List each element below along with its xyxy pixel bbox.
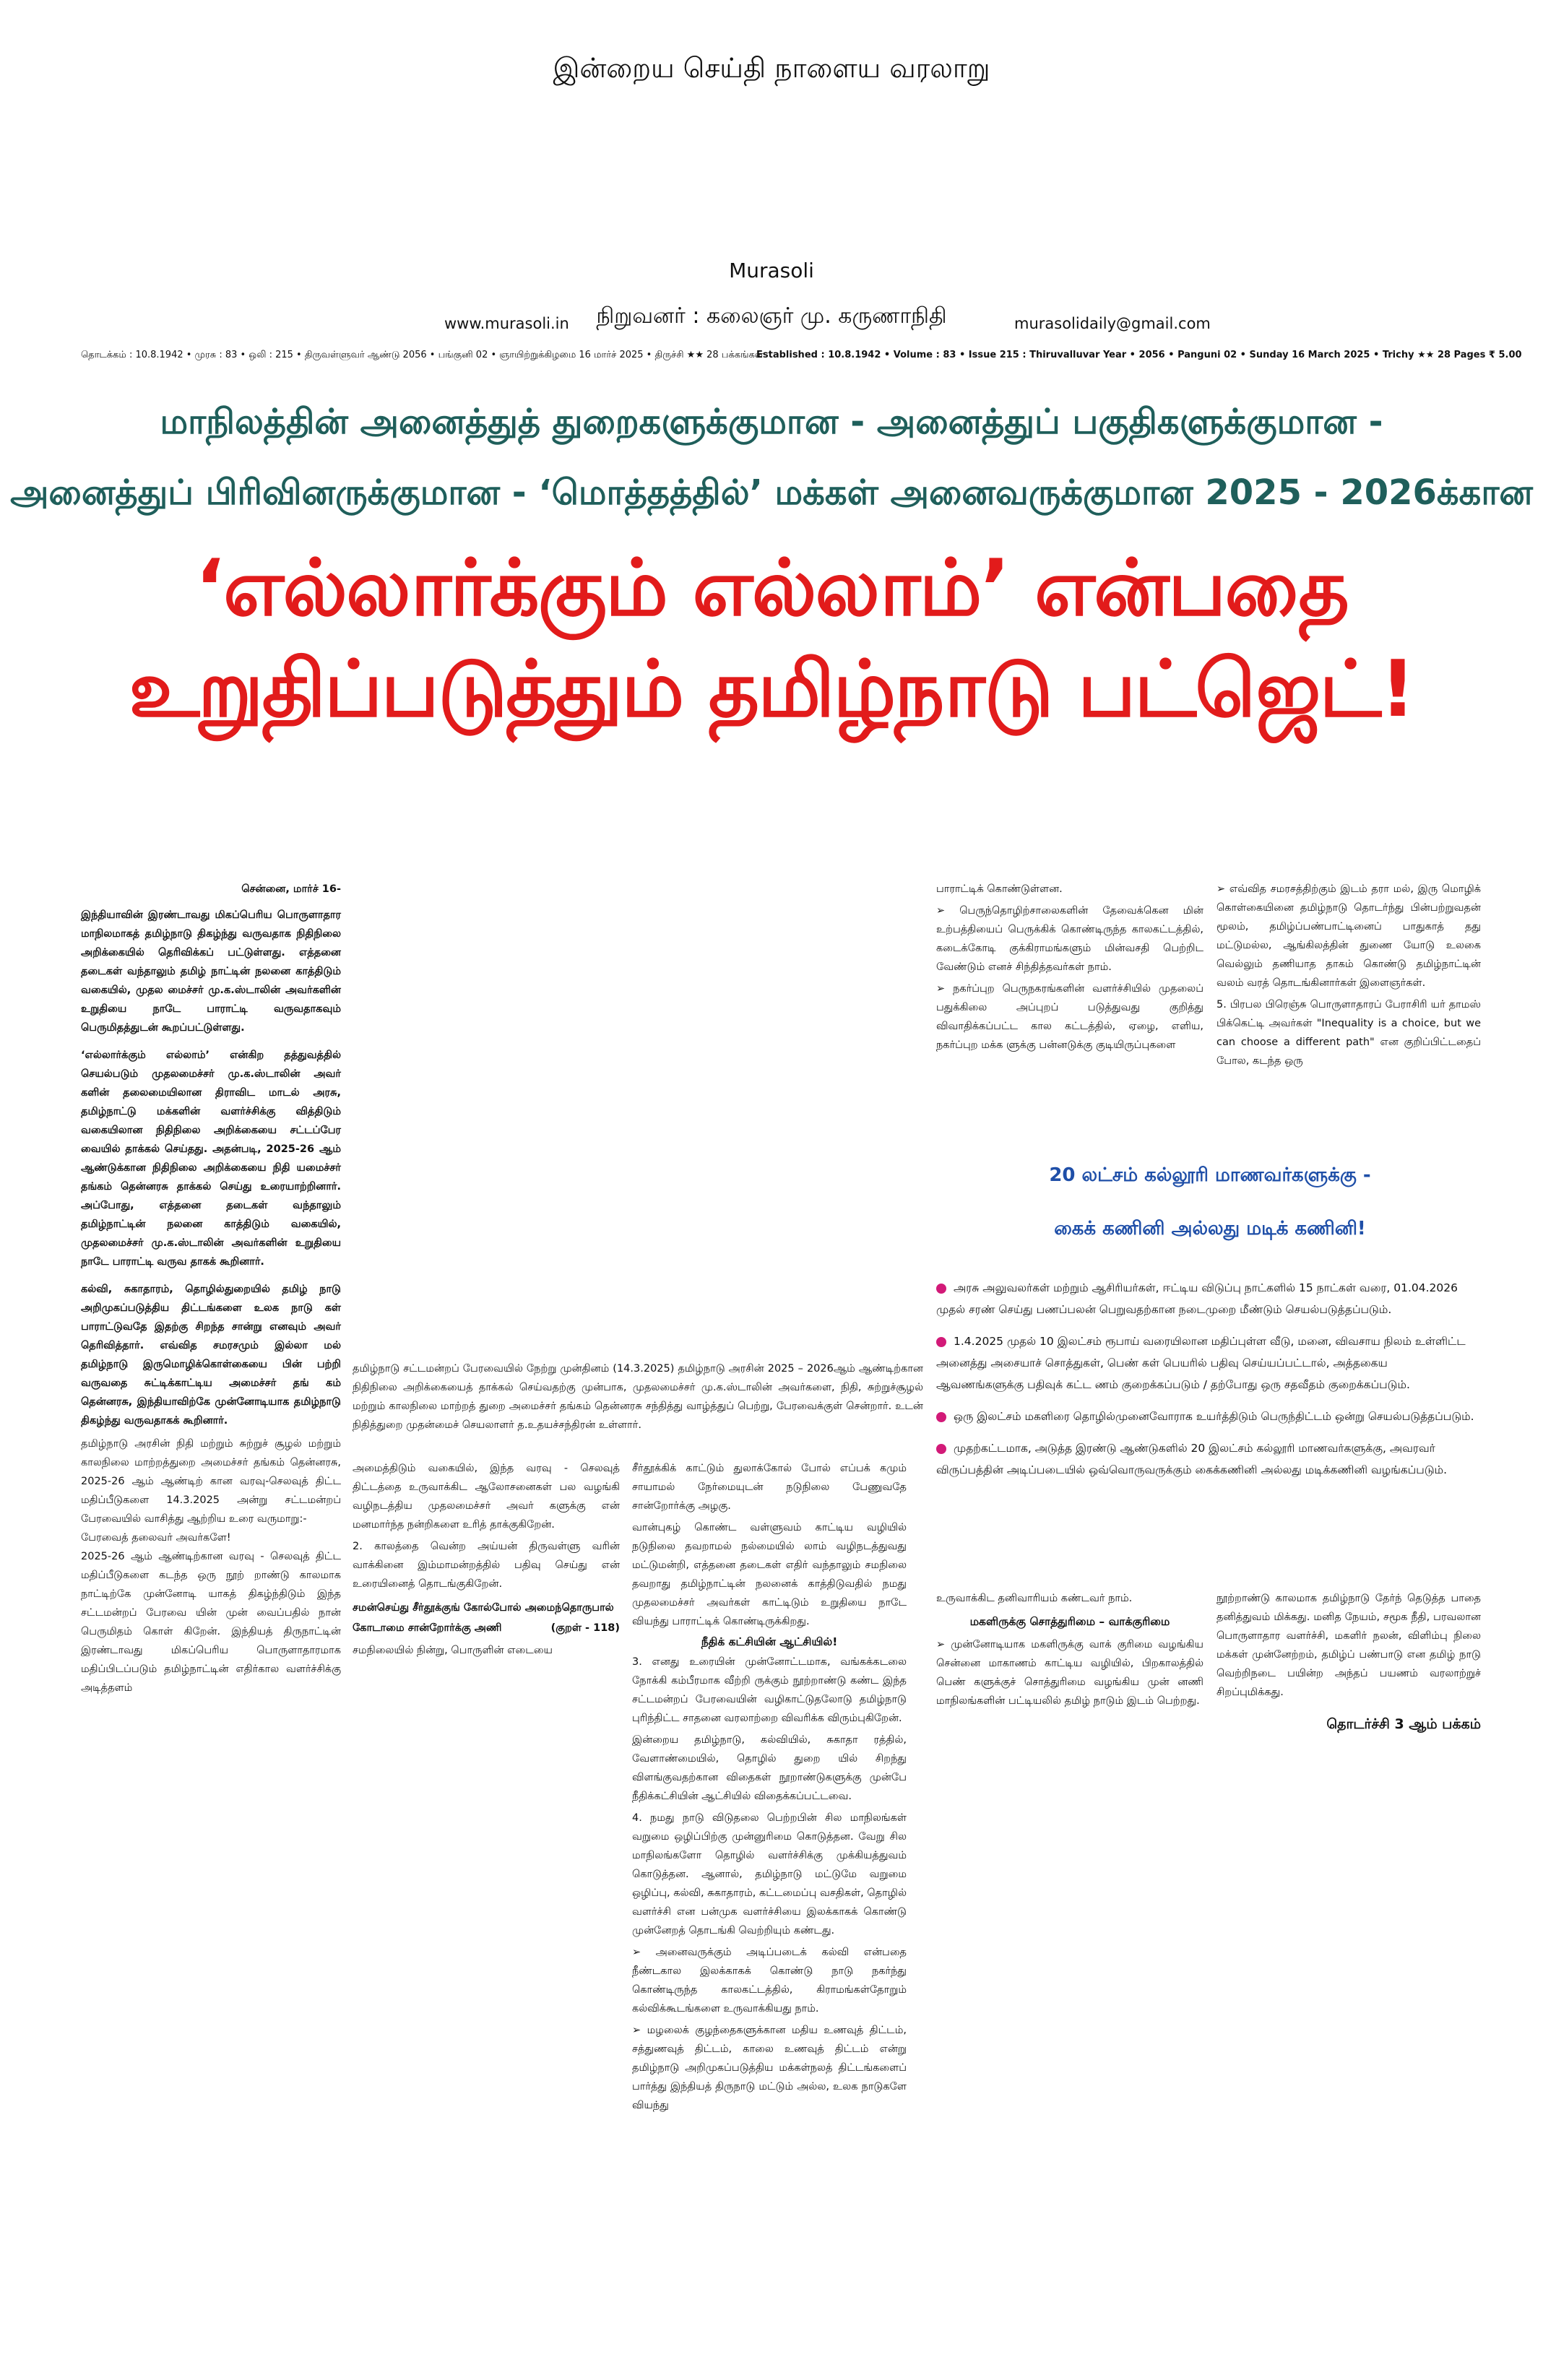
subhead-line-2: கைக் கணினி அல்லது மடிக் கணினி! (1054, 1218, 1366, 1239)
subhead-line-1: 20 லட்சம் கல்லூரி மாணவர்களுக்கு - (1049, 1164, 1371, 1186)
founder-line: நிறுவனர் : கலைஞர் மு. கருணாநிதி (596, 303, 947, 329)
highlight-item: ஒரு இலட்சம் மகளிரை தொழில்முனைவோராக உயர்த்திடும் பெருந்திட்டம் ஒன்று செயல்படுத்தப்படும். (936, 1406, 1478, 1427)
col4b-paragraph-2: ➢ முன்னோடியாக மகளிருக்கு வாக் குரிமை வழங்கிய சென்னை மாகாணம் காட்டிய வழியில், பிறகாலத்தில் பெண் களுக்குச் சொத்துரிமை வழங்கிய முன் னணி மாநிலங்களின் பட்டியலில் தமிழ் நாடும் இடம் பெற்றது. (936, 1639, 1203, 1707)
kural-reference: (குறள் - 118) (550, 1622, 620, 1634)
col3-paragraph-1: சீர்தூக்கிக் காட்டும் துலாக்கோல் போல் எப்பக் கமும் சாயாமல் நேர்மையுடன் நடுநிலை பேணுவதே சான்றோர்க்கு அழகு. (632, 1463, 907, 1512)
col3-paragraph-3: 3. எனது உரையின் முன்னோட்டமாக, வங்கக்கடலை நோக்கி கம்பீரமாக வீற்றி ருக்கும் நூற்றாண்டு கண்ட இந்த சட்டமன்றப் பேரவையின் வழிகாட்டுதலோடு தமிழ்நாடு புரிந்திட்ட சாதனை வரலாற்றை விவரிக்க விரும்புகிறேன். (632, 1656, 907, 1724)
lead-paragraph-2: ‘எல்லார்க்கும் எல்லாம்’ என்கிற தத்துவத்தில் செயல்படும் முதலமைச்சர் மு.க.ஸ்டாலின் அவர் களின் தலைமையிலான திராவிட மாடல் அரசு, தமிழ்நாட்டு மக்களின் வளர்ச்சிக்கு வித்திடும் வகையிலான நிதிநிலை அறிக்கையை சட்டப்பேர வையில் தாக்கல் செய்தது. அதன்படி, 2025-26 ஆம் ஆண்டுக்கான நிதிநிலை அறிக்கையை நிதி யமைச்சர் தங்கம் தென்னரசு தாக்கல் செய்து உரையாற்றினார். அப்போது, எத்தனை தடைகள் வந்தாலும் தமிழ்நாட்டின் நலனை காத்திடும் வகையில், முதலமைச்சர் மு.க.ஸ்டாலின் அவர்களின் உறுதியை நாடே பாராட்டி வருவ தாகக் கூறினார். (81, 1050, 341, 1268)
kural-line-2 (353, 1618, 620, 1638)
photo-caption-paragraph: தமிழ்நாடு சட்டமன்றப் பேரவையில் நேற்று முன்தினம் (14.3.2025) தமிழ்நாடு அரசின் 2025 – 2026ஆம் ஆண்டிற்கான நிதிநிலை அறிக்கையைத் தாக்கல் செய்வதற்கு முன்பாக, முதலமைச்சர் மு.க.ஸ்டாலின் அவர்களை, நிதி, சுற்றுச்சூழல் மற்றும் காலநிலை மாற்றத் துறை அமைச்சர் தங்கம் தென்னரசு சந்தித்து வாழ்த்துப் பெற்று, பேரவைக்குள் சென்றார். உடன் நிதித்துறை முதன்மைச் செயலாளர் த.உதயச்சந்திரன் உள்ளார். (353, 1363, 923, 1431)
bullet-icon (936, 1284, 946, 1294)
tagline: இன்றைய செய்தி நாளைய வரலாறு (553, 52, 990, 84)
body-paragraph-3: 2025-26 ஆம் ஆண்டிற்கான வரவு - செலவுத் திட்ட மதிப்பீடுகளை கடந்த ஒரு நூற் றாண்டு காலமாக நாட்டிற்கே முன்னோடி யாகத் திகழ்ந்திடும் இந்த சட்டமன்றப் பேரவை யின் முன் வைப்பதில் நான் பெருமிதம் கொள் கிறேன். இந்தியத் திருநாட்டின் இரண்டாவது மிகப்பெரிய பொருளாதாரமாக மதிப்பிடப்படும் தமிழ்நாட்டின் எதிர்கால வளர்ச்சிக்கு அடித்தளம் (81, 1551, 341, 1694)
lead-paragraph-1: இந்தியாவின் இரண்டாவது மிகப்பெரிய பொருளாதார மாநிலமாகத் தமிழ்நாடு திகழ்ந்து வருவதாக நிதிநிலை அறிக்கையில் தெரிவிக்கப் பட்டுள்ளது. எத்தனை தடைகள் வந்தாலும் தமிழ் நாட்டின் நலனை காத்திடும் வகையில், முதல மைச்சர் மு.க.ஸ்டாலின் அவர்களின் உறுதியை நாடே பாராட்டி வருவதாகவும் பெருமிதத்துடன் கூறப்பட்டுள்ளது. (81, 909, 341, 1034)
col4-paragraph-1: பாராட்டிக் கொண்டுள்ளன. (936, 883, 1063, 895)
col5-paragraph-1: ➢ எவ்வித சமரசத்திற்கும் இடம் தரா மல், இரு மொழிக் கொள்கையினை தமிழ்நாடு தொடர்ந்து பின்பற்றுவதன் மூலம், தமிழ்ப்பண்பாட்டினைப் பாதுகாத் தது மட்டுமல்ல, ஆங்கிலத்தின் துணை யோடு உலகை வெல்லும் தணியாத தாகம் கொண்டு தமிழ்நாட்டின் வலம் வரத் தொடங்கினார்கள் இளைஞர்கள். (1216, 883, 1481, 989)
col3-paragraph-7: ➢ மழலைக் குழந்தைகளுக்கான மதிய உணவுத் திட்டம், சத்துணவுத் திட்டம், காலை உணவுத் திட்டம் என்று தமிழ்நாடு அறிமுகப்படுத்திய மக்கள்நலத் திட்டங்களைப் பார்த்து இந்தியத் திருநாடு மட்டும் அல்ல, உலக நாடுகளே வியந்து (632, 2025, 907, 2111)
column-5-bottom (1216, 1589, 1481, 1735)
col3-paragraph-2: வான்புகழ் கொண்ட வள்ளுவம் காட்டிய வழியில் நடுநிலை தவறாமல் நல்மையில் லாம் வழிநடத்துவது மட்டுமன்றி, எத்தனை தடைகள் எதிர் வந்தாலும் சமநிலை தவறாது தமிழ்நாட்டின் நலனைக் காத்திடுவதில் நமது முதலமைச்சர் அவர்கள் காட்டிடும் உறுதியை நாடே வியந்து பாராட்டிக் கொண்டிருக்கிறது. (632, 1522, 907, 1627)
highlights-list (936, 1277, 1478, 1481)
continued-note[interactable]: தொடர்ச்சி 3 ஆம் பக்கம் (1326, 1716, 1481, 1732)
column-4 (936, 880, 1203, 1055)
column-5 (1216, 880, 1481, 1070)
highlight-item: 1.4.2025 முதல் 10 இலட்சம் ரூபாய் வரையிலான மதிப்புள்ள வீடு, மனை, விவசாய நிலம் உள்ளிட்ட அனைத்து அசையாச் சொத்துகள், பெண் கள் பெயரில் பதிவு செய்யப்பட்டால், அத்தகைய ஆவணங்களுக்கு பதிவுக் கட்ட ணம் குறைக்கப்படும் / தற்போது ஒரு சதவீதம் குறைக்கப்படும். (936, 1335, 1466, 1391)
edition-tamil: தொடக்கம் : 10.8.1942 • முரசு : 83 • ஒலி : 215 • திருவள்ளுவர் ஆண்டு 2056 • பங்குனி 02 • ஞாயிற்றுக்கிழமை 16 மார்ச் 2025 • திருச்சி ★★ 28 பக்கங்கள் (81, 350, 764, 360)
col2-paragraph-3: சமநிலையில் நின்று, பொருளின் எடையை (353, 1645, 553, 1656)
col5-paragraph-2: 5. பிரபல பிரெஞ்சு பொருளாதாரப் பேராசிரி யர் தாமஸ் பிக்கெட்டி அவர்கள் "Inequality is a choice, but we can choose a different path" என குறிப்பிட்டதைப் போல, கடந்த ஒரு (1216, 999, 1481, 1067)
highlight-item: அரசு அலுவலர்கள் மற்றும் ஆசிரியர்கள், ஈட்டிய விடுப்பு நாட்களில் 15 நாட்கள் வரை, 01.04.2026 முதல் சரண் செய்து பணப்பலன் பெறுவதற்கான நடைமுறை மீண்டும் செயல்படுத்தப்படும். (936, 1281, 1458, 1316)
website-link[interactable]: www.murasoli.in (444, 315, 569, 332)
kural-line-1: சமன்செய்து சீர்தூக்குங் கோல்போல் அமைந்தொருபால் (353, 1602, 614, 1614)
edition-english: Established : 10.8.1942 • Volume : 83 • Issue 215 : Thiruvalluvar Year • 2056 • Panguni 02 • Sunday 16 March 2025 • Trichy ★★ 28 Pages ₹ 5.00 (756, 350, 1522, 360)
bullet-icon (936, 1444, 946, 1454)
kural-text-2: கோடாமை சான்றோர்க்கு அணி (353, 1622, 502, 1634)
bullet-icon (936, 1337, 946, 1347)
subhead (932, 1148, 1488, 1255)
dateline: சென்னை, மார்ச் 16- (241, 883, 341, 895)
column-4-bottom (936, 1589, 1203, 1710)
col4b-paragraph-1: உருவாக்கிட தனிவாரியம் கண்டவர் நாம். (936, 1593, 1133, 1604)
col4-paragraph-3: ➢ நகர்ப்புற பெருநகரங்களின் வளர்ச்சியில் முதலைப் பதுக்கிலை அப்புறப் படுத்துவது குறித்து விவாதிக்கப்பட்ட கால கட்டத்தில், ஏழை, எளிய, நகர்ப்புற மக்க ளுக்கு பன்னடுக்கு குடியிருப்புகளை (936, 983, 1203, 1051)
col4b-subheading: மகளிருக்கு சொத்துரிமை – வாக்குரிமை (969, 1615, 1170, 1628)
col2-paragraph-2: 2. காலத்தை வென்ற அய்யன் திருவள்ளு வரின் வாக்கினை இம்மாமன்றத்தில் பதிவு செய்து என் உரையினைத் தொடங்குகிறேன். (353, 1541, 620, 1590)
col5b-paragraph-1: நூற்றாண்டு காலமாக தமிழ்நாடு தேர்ந் தெடுத்த பாதை தனித்துவம் மிக்கது. மனித நேயம், சமூக நீதி, பரவலான பொருளாதார வளர்ச்சி, மகளிர் நலன், விளிம்பு நிலை மக்கள் முன்னேற்றம், தமிழ்ப் பண்பாடு என தமிழ் நாடு வெற்றிநடை பயின்ற அந்தப் பயணம் வரலாற்றுச் சிறப்புமிக்கது. (1216, 1593, 1481, 1698)
body-paragraph-2: பேரவைத் தலைவர் அவர்களே! (81, 1532, 231, 1544)
col3-paragraph-5: 4. நமது நாடு விடுதலை பெற்றபின் சில மாநிலங்கள் வறுமை ஒழிப்பிற்கு முன்னுரிமை கொடுத்தன. வேறு சில மாநிலங்களோ தொழில் வளர்ச்சிக்கு முக்கியத்துவம் கொடுத்தன. ஆனால், தமிழ்நாடு மட்டுமே வறுமை ஒழிப்பு, கல்வி, சுகாதாரம், கட்டமைப்பு வசதிகள், தொழில் வளர்ச்சி என பன்முக வளர்ச்சியை இலக்காகக் கொண்டு முன்னேறத் தொடங்கி வெற்றியும் கண்டது. (632, 1812, 907, 1937)
column-1 (81, 880, 341, 1697)
brand-name: Murasoli (729, 259, 814, 282)
lead-paragraph-3: கல்வி, சுகாதாரம், தொழில்துறையில் தமிழ் நாடு அறிமுகப்படுத்திய திட்டங்களை உலக நாடு கள் பாராட்டுவதே இதற்கு சிறந்த சான்று எனவும் அவர் தெரிவித்தார். எவ்வித சமரசமும் இல்லா மல் தமிழ்நாடு இருமொழிக்கொள்கையை பின் பற்றி வருவதை சுட்டிக்காட்டிய அமைச்சர் தங் கம் தென்னரசு, இந்தியாவிற்கே முன்னோடியாக தமிழ்நாடு திகழ்ந்து வருவதாகக் கூறினார். (81, 1284, 341, 1427)
col3-paragraph-6: ➢ அனைவருக்கும் அடிப்படைக் கல்வி என்பதை நீண்டகால இலக்காகக் கொண்டு நாடு நகர்ந்து கொண்டிருந்த காலகட்டத்தில், கிராமங்கள்தோறும் கல்விக்கூடங்களை உருவாக்கியது நாம். (632, 1947, 907, 2015)
col3-paragraph-4: இன்றைய தமிழ்நாடு, கல்வியில், சுகாதா ரத்தில், வேளாண்மையில், தொழில் துறை யில் சிறந்து விளங்குவதற்கான விதைகள் நூறாண்டுகளுக்கு முன்பே நீதிக்கட்சியின் ஆட்சியில் விதைக்கப்பட்டவை. (632, 1734, 907, 1802)
col3-subheading: நீதிக் கட்சியின் ஆட்சியில்! (701, 1635, 838, 1648)
bullet-icon (936, 1412, 946, 1422)
headline-line-2: அனைத்துப் பிரிவினருக்குமான - ‘மொத்தத்தில்’ மக்கள் அனைவருக்குமான 2025 - 2026க்கான (10, 472, 1533, 513)
highlight-item: முதற்கட்டமாக, அடுத்த இரண்டு ஆண்டுகளில் 20 இலட்சம் கல்லூரி மாணவர்களுக்கு, அவரவர் விருப்பத்தின் அடிப்படையில் ஒவ்வொருவருக்கும் கைக்கணினி அல்லது மடிக்கணினி வழங்கப்படும். (936, 1442, 1448, 1476)
body-paragraph-1: தமிழ்நாடு அரசின் நிதி மற்றும் சுற்றுச் சூழல் மற்றும் காலநிலை மாற்றத்துறை அமைச்சர் தங்கம் தென்னரசு, 2025-26 ஆம் ஆண்டிற் கான வரவு-செலவுத் திட்ட மதிப்பீடுகளை 14.3.2025 அன்று சட்டமன்றப் பேரவையில் வாசித்து ஆற்றிய உரை வருமாறு:- (81, 1438, 341, 1525)
headline-main: ‘எல்லார்க்கும் எல்லாம்’ என்பதை உறுதிப்படுத்தும் தமிழ்நாடு பட்ஜெட்! (129, 543, 1414, 735)
col4-paragraph-2: ➢ பெருந்தொழிற்சாலைகளின் தேவைக்கென மின் உற்பத்தியைப் பெருக்கிக் கொண்டிருந்த காலகட்டத்தில், கடைக்கோடி குக்கிராமங்களும் மின்வசதி பெற்றிட வேண்டும் எனச் சிந்தித்தவர்கள் நாம். (936, 905, 1203, 973)
email-link[interactable]: murasolidaily@gmail.com (1014, 315, 1211, 332)
column-2 (353, 1459, 620, 1660)
col2-paragraph-1: அமைத்திடும் வகையில், இந்த வரவு - செலவுத் திட்டத்தை உருவாக்கிட ஆலோசனைகள் பல வழங்கி வழிநடத்திய முதலமைச்சர் அவர் களுக்கு என் மனமார்ந்த நன்றிகளை உரித் தாக்குகிறேன். (353, 1463, 620, 1531)
column-3 (632, 1459, 907, 2115)
headline-line-1: மாநிலத்தின் அனைத்துத் துறைகளுக்குமான - அனைத்துப் பகுதிகளுக்குமான - (160, 402, 1383, 442)
edition-line (81, 350, 1522, 361)
